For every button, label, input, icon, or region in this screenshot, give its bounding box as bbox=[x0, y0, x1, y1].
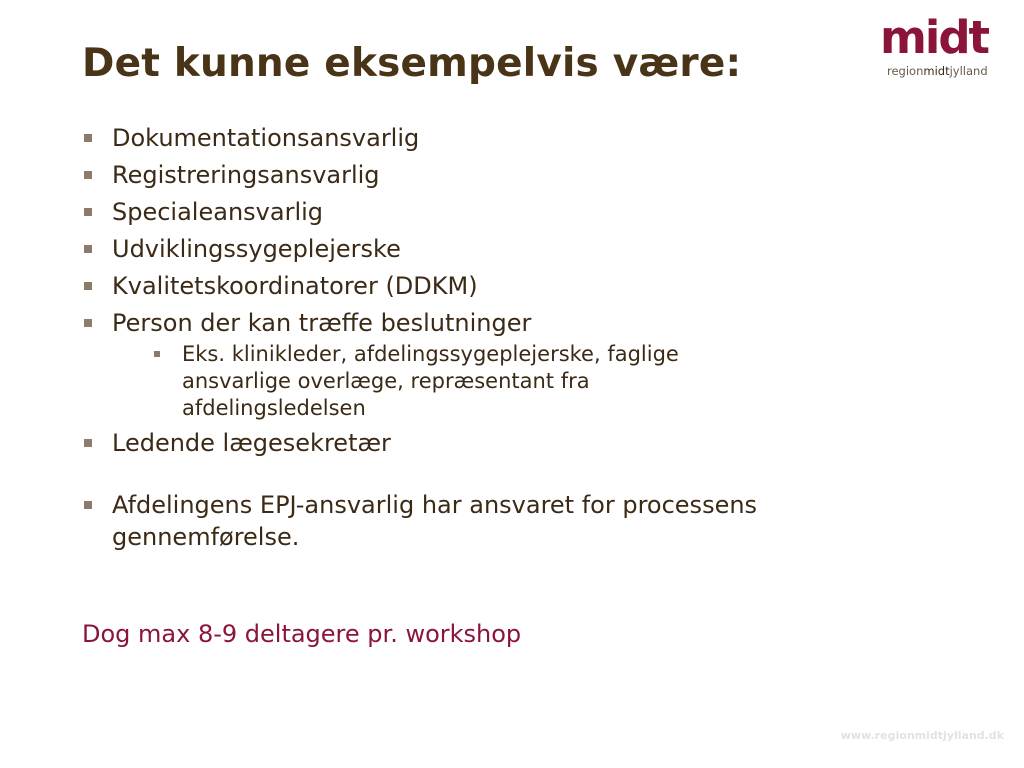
list-item bbox=[82, 270, 822, 302]
list-item bbox=[82, 159, 822, 191]
sub-bullet-list bbox=[112, 341, 822, 422]
list-item bbox=[82, 233, 822, 265]
list-item-text: Dokumentationsansvarlig bbox=[112, 124, 420, 152]
list-item bbox=[82, 427, 822, 459]
list-item-text: Udviklingssygeplejerske bbox=[112, 235, 401, 263]
list-item-text: Afdelingens EPJ-ansvarlig har ansvaret for processens gennemførelse. bbox=[112, 491, 758, 551]
list-item-text: Ledende lægesekretær bbox=[112, 429, 391, 457]
bullet-list bbox=[82, 122, 822, 558]
square-bullet-icon bbox=[84, 171, 92, 179]
list-item-text: Registreringsansvarlig bbox=[112, 161, 380, 189]
list-item-text: Specialeansvarlig bbox=[112, 198, 324, 226]
logo-sub-suffix: jylland bbox=[949, 64, 988, 78]
square-bullet-icon bbox=[84, 208, 92, 216]
square-bullet-icon bbox=[84, 319, 92, 327]
region-midtjylland-logo bbox=[880, 11, 1006, 84]
square-bullet-icon bbox=[84, 245, 92, 253]
sub-list-item bbox=[112, 341, 762, 422]
list-item bbox=[82, 196, 822, 228]
slide-title: Det kunne eksempelvis være: bbox=[82, 41, 742, 86]
list-item bbox=[82, 307, 822, 422]
footer-url: www.regionmidtjylland.dk bbox=[840, 729, 1004, 742]
list-item bbox=[82, 489, 822, 553]
list-item-text: Person der kan træffe beslutninger bbox=[112, 309, 532, 337]
list-item bbox=[82, 122, 822, 154]
logo-sub-prefix: region bbox=[887, 64, 924, 78]
square-bullet-icon bbox=[84, 501, 92, 509]
participant-note: Dog max 8-9 deltagere pr. workshop bbox=[82, 620, 522, 648]
sub-list-item-text: Eks. klinikleder, afdelingssygeplejerske, faglige ansvarlige overlæge, repræsentant fra afdelingsledelsen bbox=[182, 342, 679, 420]
list-item-text: Kvalitetskoordinatorer (DDKM) bbox=[112, 272, 478, 300]
square-bullet-icon bbox=[84, 134, 92, 142]
logo-subtitle bbox=[887, 64, 988, 78]
logo-wordmark: midt bbox=[880, 11, 989, 64]
square-bullet-icon bbox=[84, 439, 92, 447]
square-bullet-icon bbox=[154, 351, 160, 357]
logo-sub-bold: midt bbox=[923, 64, 950, 78]
square-bullet-icon bbox=[84, 282, 92, 290]
